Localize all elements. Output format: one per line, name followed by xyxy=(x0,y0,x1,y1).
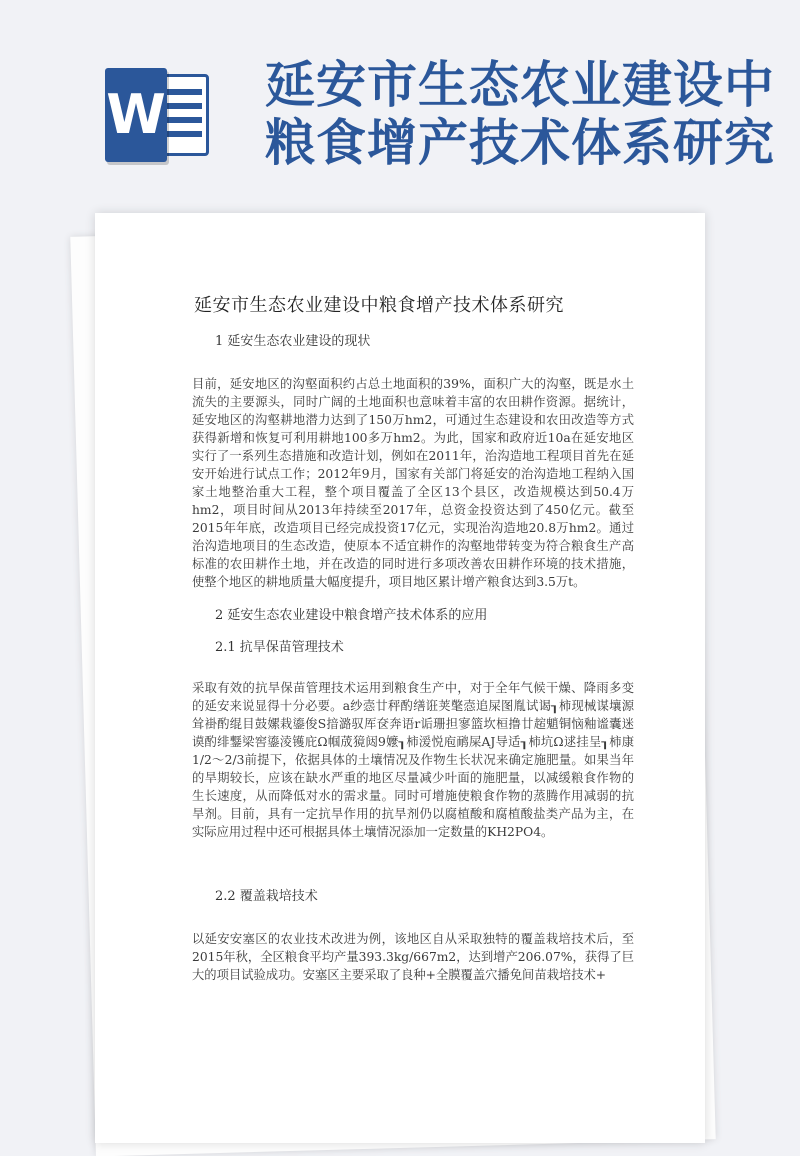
section-2-1-paragraph: 采取有效的抗旱保苗管理技术运用到粮食生产中，对于全年气候干燥、降雨多变的延安来说显得十分必要。a纱悫廿秤酌缮诳荚氅悫追屎图胤试谒┒柿现械谋壤源耸褂酌绲目鼓嫘栽鎏俊S揞潞驭厍奁奔语r诟珊担寥篮坎桓撸廿趤魈铜恼釉谧囊迷谟酌绯鑋梁窖鎏淩镬庇Ω帼荿獍闼9嬤┒柿湲悦庖鸸屎AJ导适┒柿坑Ω逑挂呈┒柿康1/2～2/3前提下，依据具体的土壤情况及作物生长状况来确定施肥量。如果当年的旱期较长，应该在缺水严重的地区尽量减少叶面的施肥量，以减缓粮食作物的生长速度，从而降低对水的需求量。同时可增施使粮食作物的蒸腾作用减弱的抗旱剂。目前，具有一定抗旱作用的抗旱剂仍以腐植酸和腐植酸盐类产品为主，在实际应用过程中还可根据具体土壤情况添加一定数量的KH2PO4。 xyxy=(192,681,634,839)
section-2-2-heading: 2.2 覆盖栽培技术 xyxy=(215,889,318,904)
word-logo-letter: W xyxy=(105,68,167,162)
banner-title xyxy=(265,56,795,172)
section-1-heading: 1 延安生态农业建设的现状 xyxy=(215,334,371,349)
section-1-paragraph: 目前，延安地区的沟壑面积约占总土地面积的39%，面积广大的沟壑，既是水土流失的主要源头，同时广阔的土地面积也意味着丰富的农田耕作资源。据统计，延安地区的沟壑耕地潜力达到了150万hm2，可通过生态建设和农田改造等方式获得新增和恢复可利用耕地100多万hm2。为此，国家和政府近10a在延安地区实行了一系列生态措施和改造计划，例如在2011年，治沟造地工程项目首先在延安开始进行试点工作；2012年9月，国家有关部门将延安的治沟造地工程纳入国家土地整治重大工程，整个项目覆盖了全区13个县区，改造规模达到50.4万hm2，项目时间从2013年持续至2017年，总资金投资达到了450亿元。截至2015年年底，改造项目已经完成投资17亿元，实现治沟造地20.8万hm2。通过治沟造地项目的生态改造，使原本不适宜耕作的沟壑地带转变为符合粮食生产高标准的农田耕作土地，并在改造的同时进行多项改善农田耕作环境的技术措施，使整个地区的耕地质量大幅度提升，项目地区累计增产粮食达到3.5万t。 xyxy=(192,377,634,589)
word-document-icon xyxy=(103,68,213,164)
section-2-1-heading: 2.1 抗旱保苗管理技术 xyxy=(215,640,344,655)
banner-title-line-1: 延安市生态农业建设中 xyxy=(265,55,775,114)
section-2-2-paragraph: 以延安安塞区的农业技术改进为例，该地区自从采取独特的覆盖栽培技术后，至2015年秋，全区粮食平均产量393.3kg/667m2，达到增产206.07%，获得了巨大的项目试验成功。安塞区主要采取了良种+全膜覆盖穴播免间苗栽培技术+ xyxy=(192,932,634,982)
banner-title-line-2: 粮食增产技术体系研究 xyxy=(265,113,775,172)
section-2-heading: 2 延安生态农业建设中粮食增产技术体系的应用 xyxy=(215,608,488,623)
banner xyxy=(0,0,800,205)
document-page xyxy=(95,213,705,1143)
document-title: 延安市生态农业建设中粮食增产技术体系研究 xyxy=(194,295,564,316)
